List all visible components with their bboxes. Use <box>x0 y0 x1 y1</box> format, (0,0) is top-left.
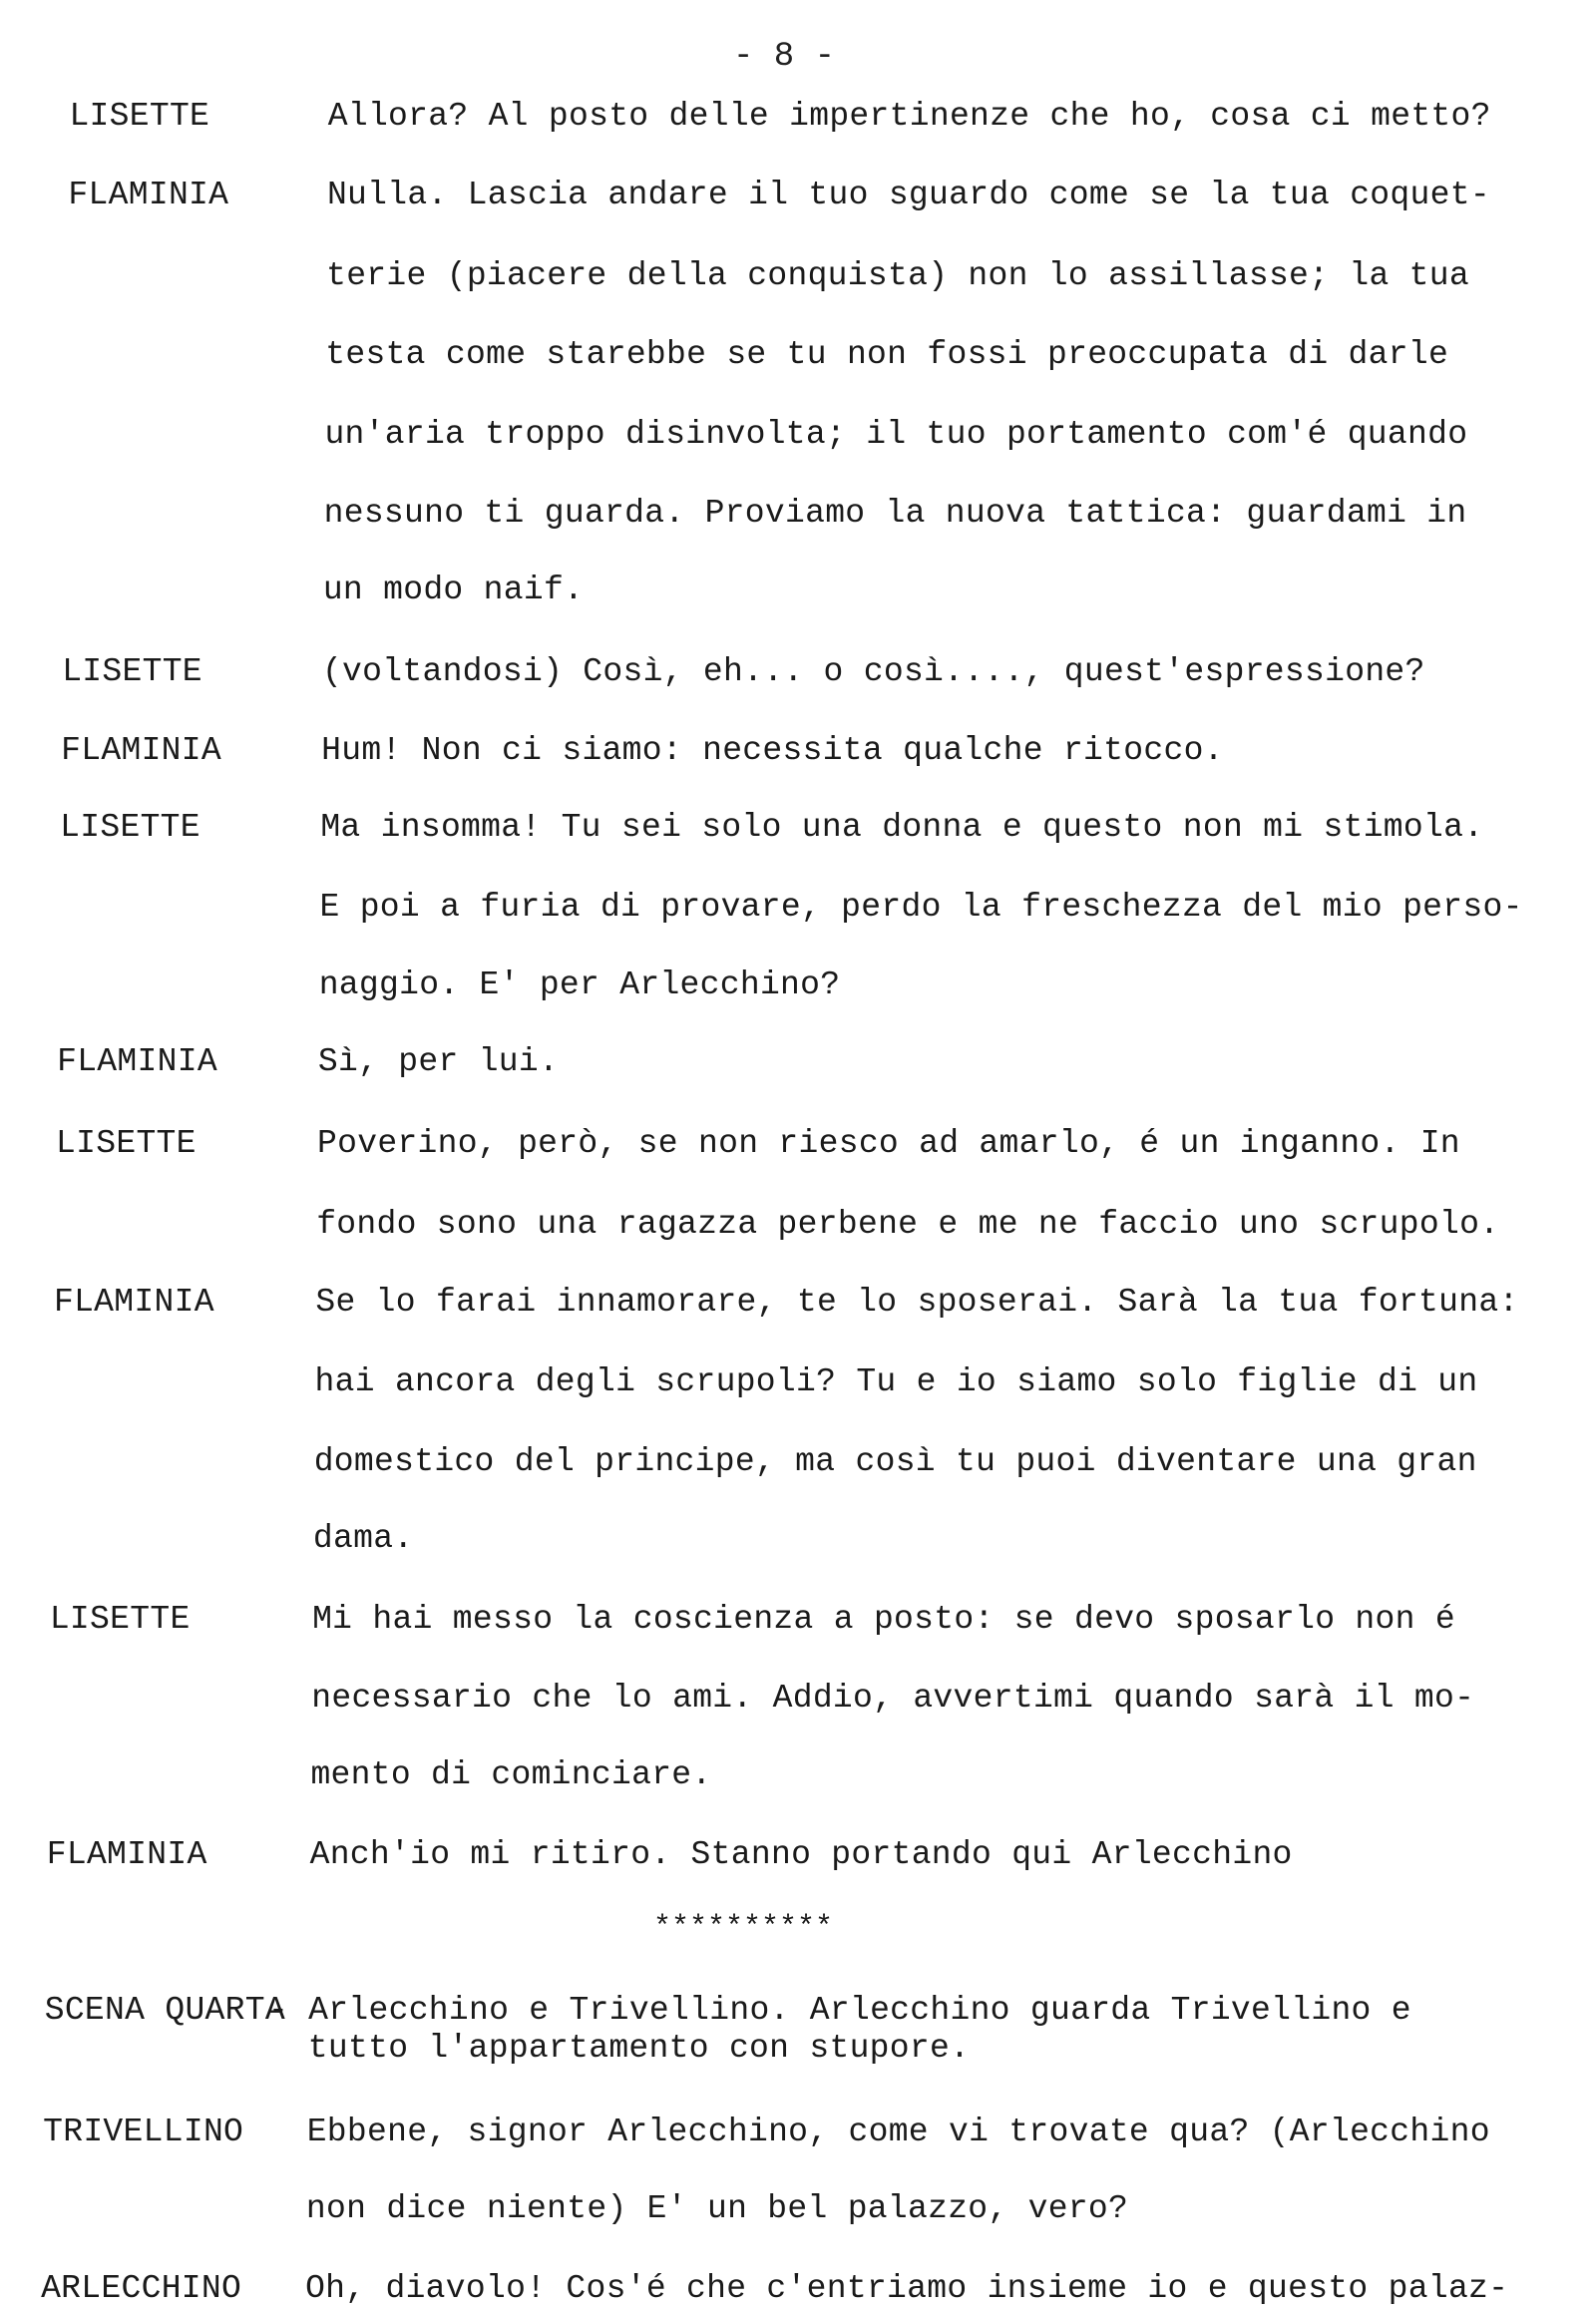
speaker-name: SCENA QUARTA <box>44 1992 285 2029</box>
dialogue-line: Ebbene, signor Arlecchino, come vi trovate qua? (Arlecchino <box>306 2114 1490 2150</box>
dialogue-line: Mi hai messo la coscienza a posto: se devo sposarlo non é <box>312 1601 1455 1638</box>
speaker-name: FLAMINIA <box>61 732 221 769</box>
speaker-name: LISETTE <box>62 653 202 690</box>
dialogue-line: non dice niente) E' un bel palazzo, vero? <box>305 2190 1129 2227</box>
dialogue-line: Anch'io mi ritiro. Stanno portando qui Arlecchino <box>309 1836 1293 1873</box>
dialogue-line: terie (piacere della conquista) non lo assillasse; la tua <box>326 257 1469 294</box>
dialogue-line: necessario che lo ami. Addio, avvertimi quando sarà il mo- <box>311 1680 1475 1717</box>
dialogue-line: Ma insomma! Tu sei solo una donna e questo non mi stimola. <box>320 809 1484 846</box>
dialogue-line: naggio. E' per Arlecchino? <box>318 966 841 1003</box>
scene-separator: ********** <box>653 1911 834 1945</box>
dialogue-line: Se lo farai innamorare, te lo sposerai. Sarà la tua fortuna: <box>315 1284 1519 1321</box>
speaker-name: FLAMINIA <box>57 1043 217 1080</box>
dialogue-line: tutto l'appartamento con stupore. <box>267 2030 971 2067</box>
speaker-name: TRIVELLINO <box>43 2114 244 2150</box>
dialogue-line: (voltandosi) Così, eh... o così...., quest'espressione? <box>321 653 1425 690</box>
dialogue-line: Sì, per lui. <box>317 1043 560 1080</box>
dialogue-line: testa come starebbe se tu non fossi preoccupata di darle <box>325 336 1449 373</box>
speaker-name: LISETTE <box>69 98 210 135</box>
speaker-name: FLAMINIA <box>53 1284 214 1321</box>
dialogue-line: nessuno ti guarda. Proviamo la nuova tattica: guardami in <box>323 495 1467 532</box>
dialogue-line: un modo naif. <box>322 572 585 608</box>
speaker-name: LISETTE <box>60 809 200 846</box>
dialogue-line: Nulla. Lascia andare il tuo sguardo come se la tua coquet- <box>326 177 1490 213</box>
speaker-name: LISETTE <box>49 1601 191 1638</box>
dialogue-line: dama. <box>312 1520 414 1557</box>
dialogue-line: domestico del principe, ma così tu puoi diventare una gran <box>313 1443 1477 1480</box>
speaker-name: FLAMINIA <box>46 1836 207 1873</box>
dialogue-line: fondo sono una ragazza perbene e me ne faccio uno scrupolo. <box>316 1206 1500 1243</box>
dialogue-line: - Arlecchino e Trivellino. Arlecchino guarda Trivellino e <box>267 1992 1411 2029</box>
speaker-name: ARLECCHINO <box>41 2270 242 2307</box>
speaker-name: FLAMINIA <box>68 177 229 213</box>
dialogue-line: Allora? Al posto delle impertinenze che ho, cosa ci metto? <box>327 98 1491 135</box>
dialogue-line: hai ancora degli scrupoli? Tu e io siamo solo figlie di un <box>314 1363 1478 1400</box>
dialogue-line: un'aria troppo disinvolta; il tuo portamento com'é quando <box>324 416 1468 453</box>
page-number: - 8 - <box>733 38 836 76</box>
dialogue-line: Hum! Non ci siamo: necessita qualche ritocco. <box>321 732 1224 769</box>
dialogue-line: Poverino, però, se non riesco ad amarlo, é un inganno. In <box>317 1125 1460 1162</box>
dialogue-line: E poi a furia di provare, perdo la freschezza del mio perso- <box>319 889 1523 926</box>
dialogue-line: mento di cominciare. <box>310 1756 712 1793</box>
speaker-name: LISETTE <box>56 1125 197 1162</box>
dialogue-line: Oh, diavolo! Cos'é che c'entriamo insieme io e questo palaz- <box>305 2270 1509 2307</box>
